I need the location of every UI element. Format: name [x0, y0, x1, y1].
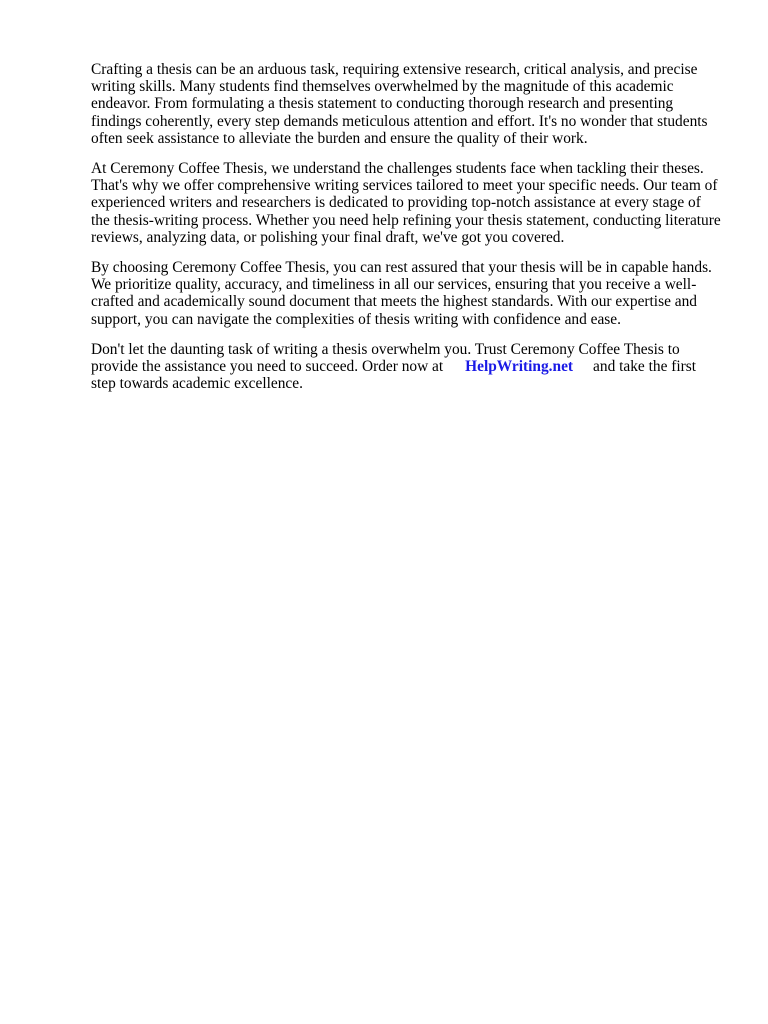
paragraph-closing	[91, 341, 721, 393]
closing-text-before-link: Don't let the daunting task of writing a thesis overwhelm you. Trust Ceremony Coffee Thesis to provide the assistance you need to succeed. Order now at	[91, 340, 680, 376]
paragraph-services: At Ceremony Coffee Thesis, we understand the challenges students face when tackling their theses. That's why we offer comprehensive writing services tailored to meet your specific needs. Our team of experienced writers and researchers is dedicated to providing top-notch assistance at every stage of the thesis-writing process. Whether you need help refining your thesis statement, conducting literature reviews, analyzing data, or polishing your final draft, we've got you covered.	[91, 160, 721, 246]
closing-text-after-link: and take the first step towards academic excellence.	[91, 358, 697, 393]
paragraph-quality: By choosing Ceremony Coffee Thesis, you can rest assured that your thesis will be in capable hands. We prioritize quality, accuracy, and timeliness in all our services, ensuring that you receive a well-crafted and academically sound document that meets the highest standards. With our expertise and support, you can navigate the complexities of thesis writing with confidence and ease.	[91, 259, 712, 328]
document-page	[91, 61, 721, 405]
helpwriting-link[interactable]: HelpWriting.net	[465, 358, 574, 376]
paragraph-intro: Crafting a thesis can be an arduous task, requiring extensive research, critical analysis, and precise writing skills. Many students find themselves overwhelmed by the magnitude of this academic endeavor. From formulating a thesis statement to conducting thorough research and presenting findings coherently, every step demands meticulous attention and effort. It's no wonder that students often seek assistance to alleviate the burden and ensure the quality of their work.	[91, 61, 708, 147]
